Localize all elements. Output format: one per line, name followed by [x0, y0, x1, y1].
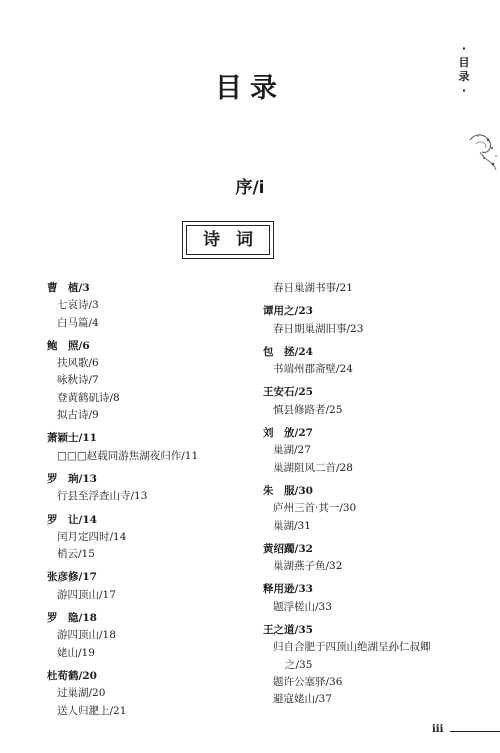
- toc-author: 曹 植/3: [47, 282, 90, 294]
- toc-work-title: 登黄鹤矶诗/8: [57, 391, 120, 404]
- toc-work-title: 闰月定四时/14: [57, 530, 127, 543]
- toc-author: 萧颖士/11: [47, 432, 97, 445]
- toc-author: 谭用之/23: [263, 305, 313, 318]
- toc-left-column: [47, 280, 252, 726]
- toc-work-title: 梢云/15: [57, 548, 95, 561]
- preface-entry: 序/ⅰ: [235, 178, 265, 198]
- toc-work-title: 之/35: [285, 658, 313, 671]
- toc-entry-group: [263, 303, 463, 338]
- toc-author: 罗 珦/13: [47, 472, 97, 485]
- toc-entry-group: [47, 280, 252, 332]
- toc-entry-group: [263, 541, 463, 576]
- toc-work-title: 游四顶山/17: [57, 588, 116, 601]
- toc-entry-group: [263, 384, 463, 419]
- toc-entry-group: [47, 512, 252, 564]
- toc-entry-group: [47, 430, 252, 465]
- toc-author: 黄绍躅/32: [263, 542, 313, 555]
- toc-entry-group: [47, 569, 252, 604]
- toc-work-title: 春日期巢湖旧事/23: [273, 322, 364, 335]
- toc-entry-group: [47, 338, 252, 424]
- toc-entry-group: [263, 280, 463, 297]
- toc-entry-group: [263, 344, 463, 379]
- folio-rule: [450, 731, 500, 732]
- toc-author: 王之道/35: [263, 624, 313, 637]
- toc-work-title: 过巢湖/20: [57, 687, 106, 700]
- lotus-ornament-icon: [466, 122, 498, 182]
- toc-work-title: 巢湖/27: [273, 444, 311, 457]
- toc-entry-group: [47, 668, 252, 720]
- toc-work-title: 巢湖/31: [273, 519, 311, 532]
- toc-work-title: 送人归淝上/21: [57, 704, 127, 717]
- side-label-char: ·: [461, 84, 467, 97]
- toc-work-title: 题许公塞驿/36: [273, 675, 343, 688]
- toc-author: 罗 让/14: [47, 513, 97, 526]
- toc-work-title: 题浮槎山/33: [273, 600, 332, 613]
- section-heading-box: [182, 221, 274, 259]
- toc-work-title: 春日巢湖书事/21: [273, 282, 353, 294]
- side-label-char: 目: [458, 56, 470, 69]
- side-label-char: 录: [458, 70, 470, 83]
- toc-work-title: 行县至浮查山寺/13: [57, 490, 148, 503]
- section-heading-frame: [186, 225, 270, 255]
- toc-author: 包 拯/24: [263, 345, 313, 358]
- toc-work-title: 归自合肥于四顶山绝湖呈孙仁叔卿: [273, 641, 431, 654]
- toc-work-title: 巢湖燕子鱼/32: [273, 560, 343, 573]
- toc-author: 鲍 照/6: [47, 339, 90, 352]
- toc-entry-group: [263, 483, 463, 535]
- toc-author: 张彦修/17: [47, 571, 97, 584]
- toc-work-title: 庐州三首·其一/30: [273, 502, 357, 515]
- toc-entry-group: [263, 581, 463, 616]
- toc-work-title: 游四顶山/18: [57, 629, 116, 642]
- toc-work-title: 七哀诗/3: [57, 299, 99, 312]
- toc-entry-group: [263, 425, 463, 477]
- toc-entry-group: [263, 622, 463, 708]
- toc-author: 杜荀鹤/20: [47, 669, 97, 682]
- toc-entry-group: [47, 471, 252, 506]
- toc-work-title: 白马篇/4: [57, 316, 99, 329]
- toc-work-title: 扶风歌/6: [57, 357, 99, 370]
- toc-entry-group: [47, 610, 252, 662]
- toc-work-title: 拟古诗/9: [57, 409, 99, 422]
- toc-author: 刘 攽/27: [263, 427, 313, 440]
- toc-author: 朱 服/30: [263, 484, 313, 497]
- toc-work-title: 避寇姥山/37: [273, 693, 332, 706]
- toc-work-title: 慎县修路者/25: [273, 403, 343, 416]
- page-number: iii: [432, 724, 444, 735]
- toc-author: 罗 隐/18: [47, 612, 97, 625]
- page-title: 目录: [215, 73, 285, 104]
- side-label-char: ·: [461, 42, 467, 55]
- toc-work-title: □□□赵载同游焦湖夜归作/11: [57, 449, 199, 462]
- toc-work-title: 巢湖阻风二首/28: [273, 461, 353, 474]
- toc-author: 释用逊/33: [263, 583, 313, 596]
- toc-right-column: [263, 280, 463, 715]
- section-heading: 诗词: [203, 229, 269, 250]
- toc-work-title: 书端州郡斋壁/24: [273, 363, 353, 376]
- toc-work-title: 咏秋诗/7: [57, 374, 99, 387]
- toc-author: 王安石/25: [263, 386, 313, 399]
- toc-work-title: 姥山/19: [57, 646, 95, 659]
